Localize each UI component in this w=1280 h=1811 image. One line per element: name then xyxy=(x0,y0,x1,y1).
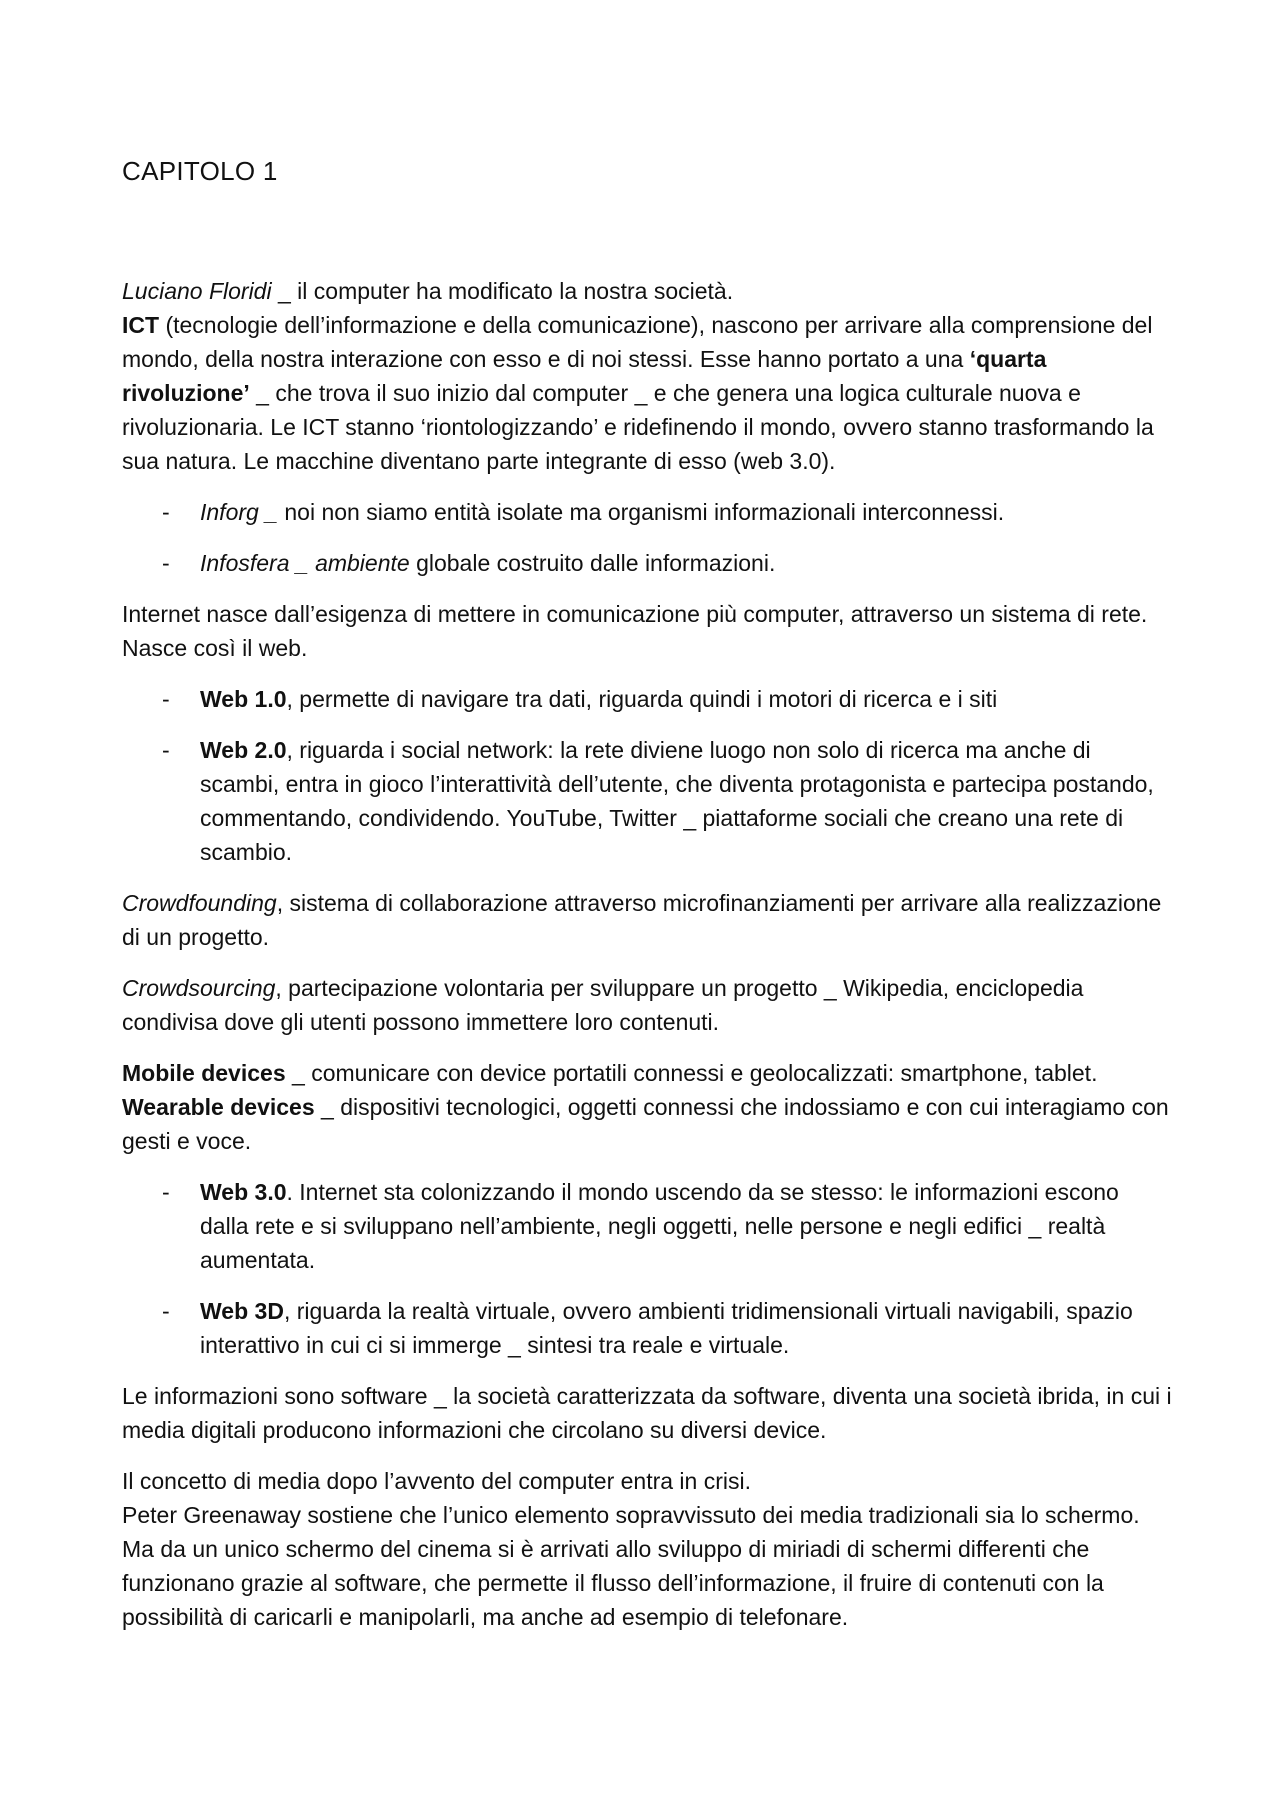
dash-bullet: - xyxy=(162,499,170,525)
list-item-web-1 xyxy=(122,682,1172,716)
crowdfounding-term: Crowdfounding xyxy=(122,890,277,916)
web-3d-text: , riguarda la realtà virtuale, ovvero ambienti tridimensionali virtuali navigabili, spazio interattivo in cui ci si immerge _ sintesi tra reale e virtuale. xyxy=(200,1298,1133,1358)
wearable-devices-text: _ dispositivi tecnologici, oggetti connessi che indossiamo e con cui interagiamo con gesti e voce. xyxy=(122,1094,1169,1154)
list-item-web-2 xyxy=(122,733,1172,869)
list-item-inforg xyxy=(122,495,1172,529)
dash-bullet: - xyxy=(162,1298,170,1324)
dash-bullet: - xyxy=(162,737,170,763)
inforg-list xyxy=(122,495,1172,580)
list-item-web-3 xyxy=(122,1175,1172,1277)
quarta-rivoluzione-term: ‘quarta rivoluzione’ xyxy=(122,346,1047,406)
web3-list xyxy=(122,1175,1172,1362)
devices-paragraph xyxy=(122,1056,1172,1158)
web-list xyxy=(122,682,1172,869)
web-2-text: , riguarda i social network: la rete diviene luogo non solo di ricerca ma anche di scambi, entra in gioco l’interattività dell’utente, che diventa protagonista e partecipa postando, commentando, condividendo. YouTube, Twitter _ piattaforme sociali che creano una rete di scambio. xyxy=(200,737,1154,865)
web-3-text: . Internet sta colonizzando il mondo uscendo da se stesso: le informazioni escono dalla rete e si sviluppano nell’ambiente, negli oggetti, nelle persone e negli edifici _ realtà aumentata. xyxy=(200,1179,1119,1273)
intro-paragraph xyxy=(122,274,1172,478)
crowdsourcing-text: , partecipazione volontaria per sviluppare un progetto _ Wikipedia, enciclopedia condivisa dove gli utenti possono immettere loro contenuti. xyxy=(122,975,1084,1035)
web-2-term: Web 2.0 xyxy=(200,737,287,763)
inforg-term: Inforg _ xyxy=(200,499,278,525)
media-paragraph xyxy=(122,1464,1172,1634)
list-item-infosfera xyxy=(122,546,1172,580)
crowdsourcing-paragraph xyxy=(122,971,1172,1039)
media-line-1: Il concetto di media dopo l’avvento del computer entra in crisi. xyxy=(122,1468,751,1494)
ict-term: ICT xyxy=(122,312,160,338)
infosfera-term: Infosfera _ ambiente xyxy=(200,550,410,576)
infosfera-text: globale costruito dalle informazioni. xyxy=(409,550,776,576)
mobile-devices-text: _ comunicare con device portatili connessi e geolocalizzati: smartphone, tablet. xyxy=(285,1060,1098,1086)
internet-paragraph: Internet nasce dall’esigenza di mettere in comunicazione più computer, attraverso un sistema di rete. Nasce così il web. xyxy=(122,601,1148,661)
dash-bullet: - xyxy=(162,686,170,712)
web-1-text: , permette di navigare tra dati, riguarda quindi i motori di ricerca e i siti xyxy=(286,686,998,712)
crowdfounding-text: , sistema di collaborazione attraverso microfinanziamenti per arrivare alla realizzazione di un progetto. xyxy=(122,890,1162,950)
web-3-term: Web 3.0 xyxy=(200,1179,287,1205)
dash-bullet: - xyxy=(162,1179,170,1205)
document-body xyxy=(122,154,1172,1651)
crowdsourcing-term: Crowdsourcing xyxy=(122,975,276,1001)
ict-text: (tecnologie dell’informazione e della comunicazione), nascono per arrivare alla comprensione del mondo, della nostra interazione con esso e di noi stessi. Esse hanno portato a una xyxy=(122,312,1153,372)
software-paragraph: Le informazioni sono software _ la società caratterizzata da software, diventa una società ibrida, in cui i media digitali producono informazioni che circolano su diversi device. xyxy=(122,1383,1172,1443)
dash-bullet: - xyxy=(162,550,170,576)
media-line-2: Peter Greenaway sostiene che l’unico elemento sopravvissuto dei media tradizionali sia lo schermo. Ma da un unico schermo del cinema si è arrivati allo sviluppo di miriadi di schermi differenti che funzionano grazie al software, che permette il flusso dell’informazione, il fruire di contenuti con la possibilità di caricarli e manipolarli, ma anche ad esempio di telefonare. xyxy=(122,1502,1140,1630)
quarta-rivoluzione-text: _ che trova il suo inizio dal computer _ e che genera una logica culturale nuova e rivoluzionaria. Le ICT stanno ‘riontologizzando’ e ridefinendo il mondo, ovvero stanno trasformando la sua natura. Le macchine diventano parte integrante di esso (web 3.0). xyxy=(122,380,1154,474)
author-name: Luciano Floridi xyxy=(122,278,272,304)
inforg-text: noi non siamo entità isolate ma organismi informazionali interconnessi. xyxy=(278,499,1005,525)
author-text: _ il computer ha modificato la nostra società. xyxy=(271,278,734,304)
list-item-web-3d xyxy=(122,1294,1172,1362)
web-3d-term: Web 3D xyxy=(200,1298,284,1324)
chapter-title: CAPITOLO 1 xyxy=(122,156,278,186)
mobile-devices-term: Mobile devices xyxy=(122,1060,286,1086)
wearable-devices-term: Wearable devices xyxy=(122,1094,315,1120)
web-1-term: Web 1.0 xyxy=(200,686,287,712)
crowdfounding-paragraph xyxy=(122,886,1172,954)
